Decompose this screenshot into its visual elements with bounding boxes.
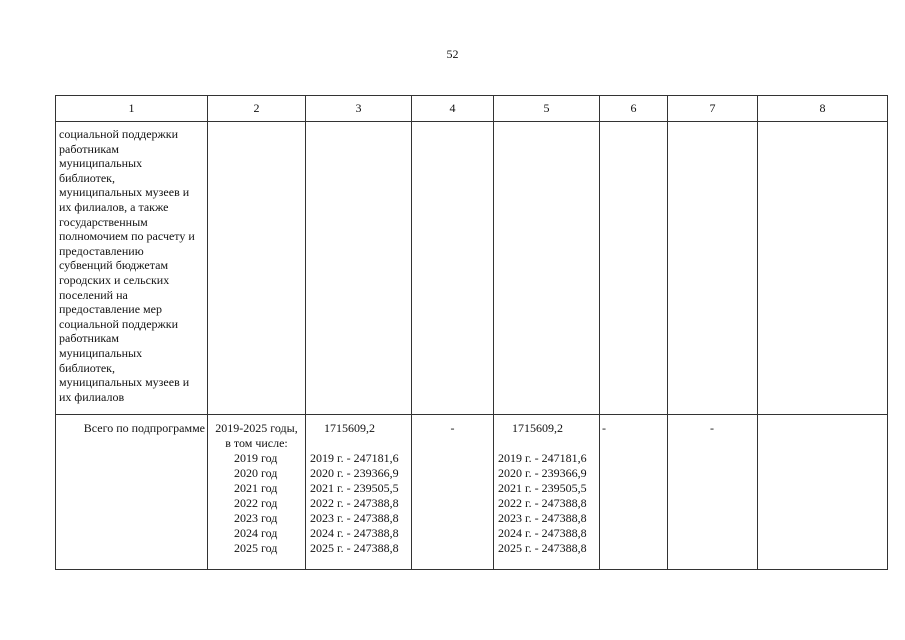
description-line: библиотек, [59, 360, 115, 375]
total-label-cell [56, 415, 208, 570]
col5-year-value: 2025 г. - 247388,8 [498, 541, 587, 555]
empty-cell-4 [412, 122, 494, 415]
header-col-1: 1 [56, 96, 208, 122]
description-line: полномочием по расчету и [59, 229, 195, 244]
col5-cell [494, 415, 600, 570]
col3-total: 1715609,2 [324, 421, 375, 435]
description-line: муниципальных [59, 156, 143, 171]
description-cell [56, 122, 208, 415]
col5-year-value: 2021 г. - 239505,5 [498, 481, 587, 495]
description-line: библиотек, [59, 170, 115, 185]
empty-cell-5 [494, 122, 600, 415]
empty-cell-7 [668, 122, 758, 415]
col3-year-value: 2020 г. - 239366,9 [310, 466, 399, 480]
description-line: поселений на [59, 287, 128, 302]
year-line: 2021 год [234, 481, 278, 495]
col3-cell [306, 415, 412, 570]
description-line: муниципальных музеев и [59, 375, 190, 390]
year-line: 2019 год [234, 451, 278, 465]
description-line: государственным [59, 214, 148, 229]
description-row [56, 122, 888, 415]
col4-dash: - [450, 421, 455, 435]
empty-cell-6 [600, 122, 668, 415]
col7-cell [668, 415, 758, 570]
year-line: 2023 год [234, 511, 278, 525]
description-line: их филиалов, а также [59, 199, 169, 214]
period-line-2: в том числе: [225, 436, 288, 450]
total-row [56, 415, 888, 570]
years-list [210, 451, 303, 556]
year-line: 2024 год [234, 526, 278, 540]
description-line: работникам [59, 331, 119, 346]
description-line: предоставлению [59, 243, 144, 258]
col6-dash: - [602, 421, 606, 435]
header-col-5: 5 [494, 96, 600, 122]
header-col-2: 2 [208, 96, 306, 122]
description-line: их филиалов [59, 389, 125, 404]
col5-year-value: 2019 г. - 247181,6 [498, 451, 587, 465]
empty-cell-3 [306, 122, 412, 415]
col7-dash: - [710, 421, 714, 435]
description-line: муниципальных музеев и [59, 185, 190, 200]
empty-cell-2 [208, 122, 306, 415]
period-cell [208, 415, 306, 570]
funding-table [55, 95, 888, 570]
col3-year-value: 2021 г. - 239505,5 [310, 481, 399, 495]
col5-year-value: 2023 г. - 247388,8 [498, 511, 587, 525]
description-line: работникам [59, 141, 119, 156]
description-text [56, 122, 207, 404]
description-line: муниципальных [59, 345, 143, 360]
header-col-4: 4 [412, 96, 494, 122]
description-line: предоставление мер [59, 302, 162, 317]
year-line: 2022 год [234, 496, 278, 510]
col3-year-value: 2019 г. - 247181,6 [310, 451, 399, 465]
col3-year-value: 2024 г. - 247388,8 [310, 526, 399, 540]
col3-year-value: 2022 г. - 247388,8 [310, 496, 399, 510]
description-line: субвенций бюджетам [59, 258, 169, 273]
description-line: городских и сельских [59, 272, 170, 287]
year-line: 2025 год [234, 541, 278, 555]
page-number: 52 [446, 47, 459, 61]
header-col-3: 3 [306, 96, 412, 122]
col5-total: 1715609,2 [512, 421, 563, 435]
col6-cell [600, 415, 668, 570]
empty-cell-8 [758, 122, 888, 415]
col5-year-value: 2024 г. - 247388,8 [498, 526, 587, 540]
description-line: социальной поддержки [59, 127, 179, 141]
header-col-8: 8 [758, 96, 888, 122]
col5-year-value: 2020 г. - 239366,9 [498, 466, 587, 480]
header-row [56, 96, 888, 122]
col5-values [498, 451, 597, 556]
total-label: Всего по подпрограмме [83, 421, 205, 435]
col4-cell [412, 415, 494, 570]
header-col-6: 6 [600, 96, 668, 122]
header-col-7: 7 [668, 96, 758, 122]
col3-year-value: 2025 г. - 247388,8 [310, 541, 399, 555]
col3-year-value: 2023 г. - 247388,8 [310, 511, 399, 525]
description-line: социальной поддержки [59, 316, 179, 331]
col8-cell [758, 415, 888, 570]
col3-values [310, 451, 409, 556]
col5-year-value: 2022 г. - 247388,8 [498, 496, 587, 510]
period-line-1: 2019-2025 годы, [215, 421, 298, 435]
year-line: 2020 год [234, 466, 278, 480]
